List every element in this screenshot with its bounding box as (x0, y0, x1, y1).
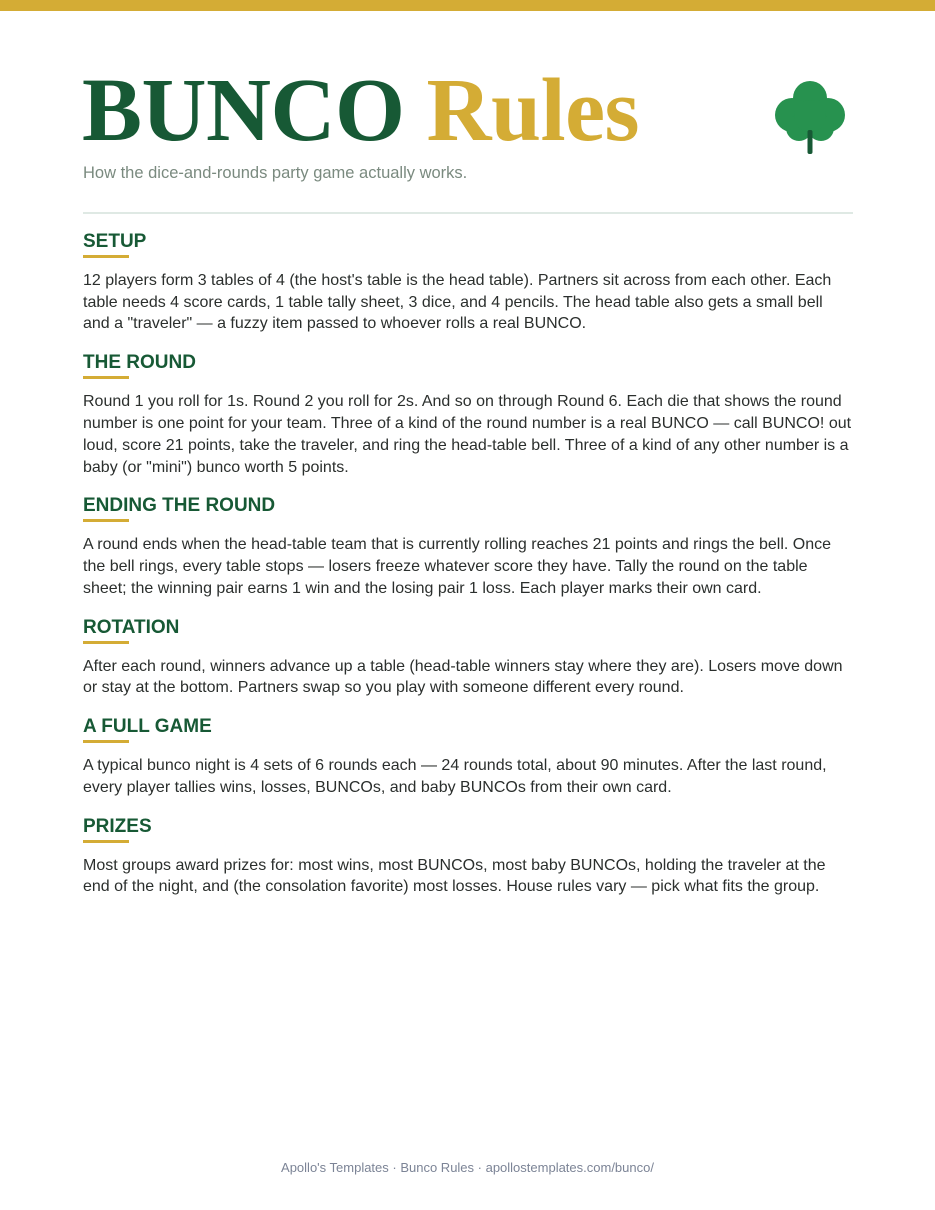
title-bunco: BUNCO (82, 61, 405, 160)
shamrock-icon (772, 78, 848, 156)
section-the-round (83, 353, 853, 478)
section-title: THE ROUND (83, 353, 196, 378)
section-title: ROTATION (83, 618, 179, 643)
section-setup (83, 232, 853, 335)
section-body: Most groups award prizes for: most wins, most BUNCOs, most baby BUNCOs, holding the traveler at the end of the night, and (the consolation favorite) most losses. House rules vary — pick what fits the group. (83, 856, 826, 896)
title-rules: Rules (426, 61, 640, 160)
page-title (82, 61, 640, 160)
section-body: After each round, winners advance up a table (head-table winners stay where they are). Losers move down or stay at the bottom. Partners swap so you play with someone different every round. (83, 657, 843, 697)
page-subtitle: How the dice-and-rounds party game actually works. (83, 164, 468, 182)
section-body: A typical bunco night is 4 sets of 6 rounds each — 24 rounds total, about 90 minutes. After the last round, every player tallies wins, losses, BUNCOs, and baby BUNCOs from their own card. (83, 757, 827, 796)
section-body: Round 1 you roll for 1s. Round 2 you roll for 2s. And so on through Round 6. Each die that shows the round number is one point for your team. Three of a kind of the round number is a real BUNCO — call BUNCO! out loud, score 21 points, take the traveler, and ring the head-table bell. Three of a kind of any other number is a baby (or "mini") bunco worth 5 points. (83, 393, 852, 476)
page-footer: Apollo's Templates · Bunco Rules · apollostemplates.com/bunco/ (281, 1160, 654, 1175)
section-prizes (83, 817, 853, 898)
rules-content (83, 232, 853, 916)
section-ending-the-round (83, 496, 853, 599)
section-body: A round ends when the head-table team that is currently rolling reaches 21 points and rings the bell. Once the bell rings, every table stops — losers freeze whatever score they have. Tally the round on the table sheet; the winning pair earns 1 win and the losing pair 1 loss. Each player marks their own card. (83, 536, 832, 597)
section-a-full-game (83, 717, 853, 798)
section-body: 12 players form 3 tables of 4 (the host's table is the head table). Partners sit across from each other. Each table needs 4 score cards, 1 table tally sheet, 3 dice, and 4 pencils. The head table also gets a small bell and a "traveler" — a fuzzy item passed to whoever rolls a real BUNCO. (83, 271, 832, 333)
section-title: A FULL GAME (83, 717, 212, 742)
section-title: PRIZES (83, 817, 152, 842)
section-title: ENDING THE ROUND (83, 496, 275, 521)
section-rotation (83, 618, 853, 699)
header-divider (83, 212, 853, 214)
section-title: SETUP (83, 232, 146, 257)
top-accent-bar (0, 0, 935, 11)
